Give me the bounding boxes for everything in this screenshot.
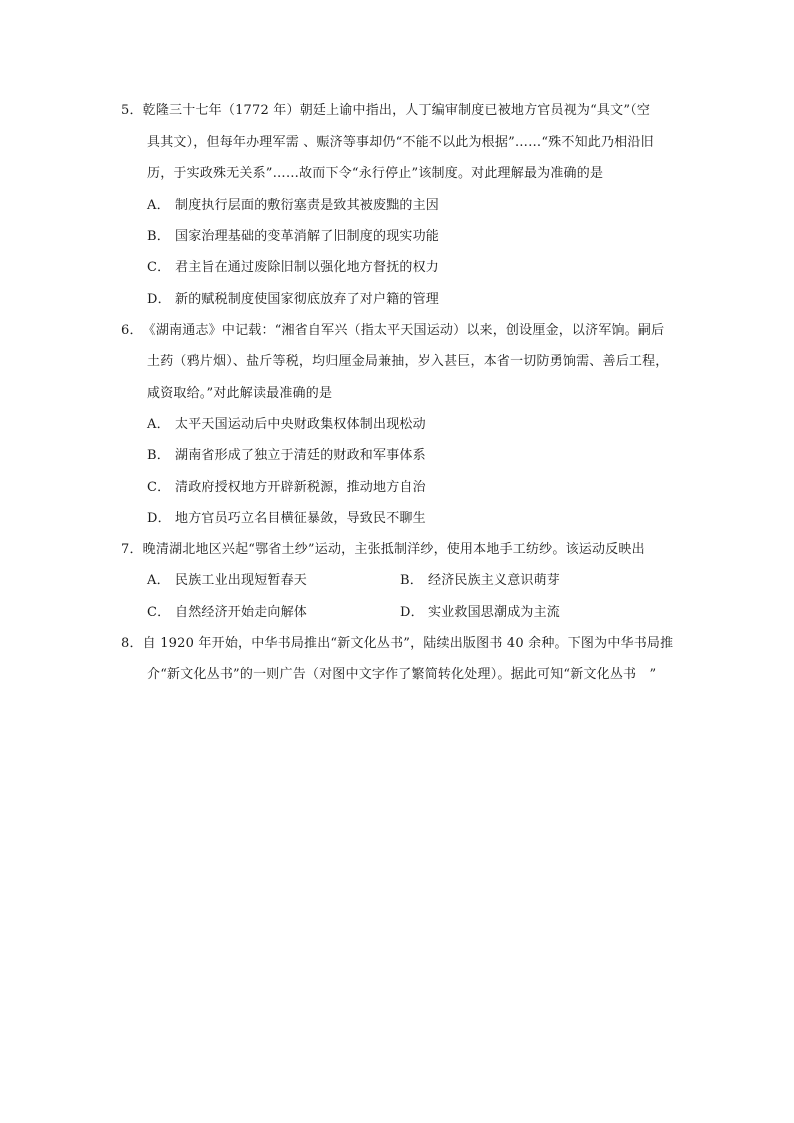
option-text: 制度执行层面的敷衍塞责是致其被废黜的主因 xyxy=(175,198,440,213)
q6-option-a xyxy=(147,417,426,433)
option-text: 君主旨在通过废除旧制以强化地方督抚的权力 xyxy=(175,260,440,275)
option-letter: A． xyxy=(147,573,170,588)
q8-number: 8． xyxy=(121,636,143,651)
option-text: 经济民族主义意识萌芽 xyxy=(428,573,561,588)
q8-stem-line-2: 介“新文化丛书”的一则广告（对图中文字作了繁简转化处理）。据此可知“新文化丛书 ” xyxy=(147,667,657,682)
q7-option-c xyxy=(147,605,307,621)
option-letter: B． xyxy=(400,573,423,588)
q5-stem-line-1 xyxy=(121,103,650,119)
q6-stem-line-3: 咸资取给。”对此解读最准确的是 xyxy=(147,386,333,401)
option-letter: C． xyxy=(147,480,171,495)
q5-option-a xyxy=(147,198,439,214)
q6-stem-line-2: 土药（鸦片烟）、盐斤等税，均归厘金局兼抽，岁入甚巨，本省一切防勇饷需、善后工程， xyxy=(147,354,669,369)
option-text: 民族工业出现短暂春天 xyxy=(175,573,308,588)
q7-option-b xyxy=(400,573,560,589)
option-text: 清政府授权地方开辟新税源，推动地方自治 xyxy=(175,480,426,495)
option-text: 实业救国思潮成为主流 xyxy=(428,605,561,620)
q7-stem-text-1: 晚清湖北地区兴起“鄂省土纱”运动，主张抵制洋纱，使用本地手工纺纱。该运动反映出 xyxy=(142,542,645,557)
q8-stem-text-1: 自 1920 年开始，中华书局推出“新文化丛书”，陆续出版图书 40 余种。下图为中华书局推 xyxy=(142,636,674,651)
option-letter: C． xyxy=(147,260,171,275)
q5-option-b xyxy=(147,229,439,245)
q6-stem-line-1 xyxy=(121,323,664,339)
option-letter: D． xyxy=(400,605,424,620)
q5-stem-line-3: 历，于实政殊无关系”……故而下令“永行停止”该制度。对此理解最为准确的是 xyxy=(147,166,604,181)
option-text: 湖南省形成了独立于清廷的财政和军事体系 xyxy=(175,448,426,463)
q5-option-c xyxy=(147,260,439,276)
option-letter: D． xyxy=(147,292,171,307)
q7-option-d xyxy=(400,605,560,621)
q6-stem-text-1: 《湖南通志》中记载：“湘省自军兴（指太平天国运动）以来，创设厘金，以济军饷。嗣后 xyxy=(142,323,665,338)
q7-stem-line-1 xyxy=(121,542,645,558)
option-letter: C． xyxy=(147,605,171,620)
q5-number: 5． xyxy=(121,103,143,118)
q5-stem-text-1: 乾隆三十七年（1772 年）朝廷上谕中指出，人丁编审制度已被地方官员视为“具文”（空 xyxy=(142,103,651,118)
option-letter: A． xyxy=(147,417,170,432)
option-text: 国家治理基础的变革消解了旧制度的现实功能 xyxy=(175,229,440,244)
q7-option-a xyxy=(147,573,307,589)
option-letter: B． xyxy=(147,448,170,463)
option-text: 新的赋税制度使国家彻底放弃了对户籍的管理 xyxy=(175,292,440,307)
q6-option-b xyxy=(147,448,426,464)
q6-number: 6． xyxy=(121,323,143,338)
option-text: 自然经济开始走向解体 xyxy=(175,605,308,620)
q5-option-d xyxy=(147,292,439,308)
option-letter: B． xyxy=(147,229,170,244)
option-letter: D． xyxy=(147,511,171,526)
q6-option-c xyxy=(147,480,426,496)
q5-stem-line-2: 具其文），但每年办理军需 、赈济等事却仍“不能不以此为根据”……“殊不知此乃相沿旧 xyxy=(147,135,654,150)
option-letter: A． xyxy=(147,198,170,213)
option-text: 地方官员巧立名目横征暴敛，导致民不聊生 xyxy=(175,511,426,526)
q6-option-d xyxy=(147,511,426,527)
q7-number: 7． xyxy=(121,542,143,557)
q8-stem-line-1 xyxy=(121,636,673,652)
option-text: 太平天国运动后中央财政集权体制出现松动 xyxy=(175,417,426,432)
